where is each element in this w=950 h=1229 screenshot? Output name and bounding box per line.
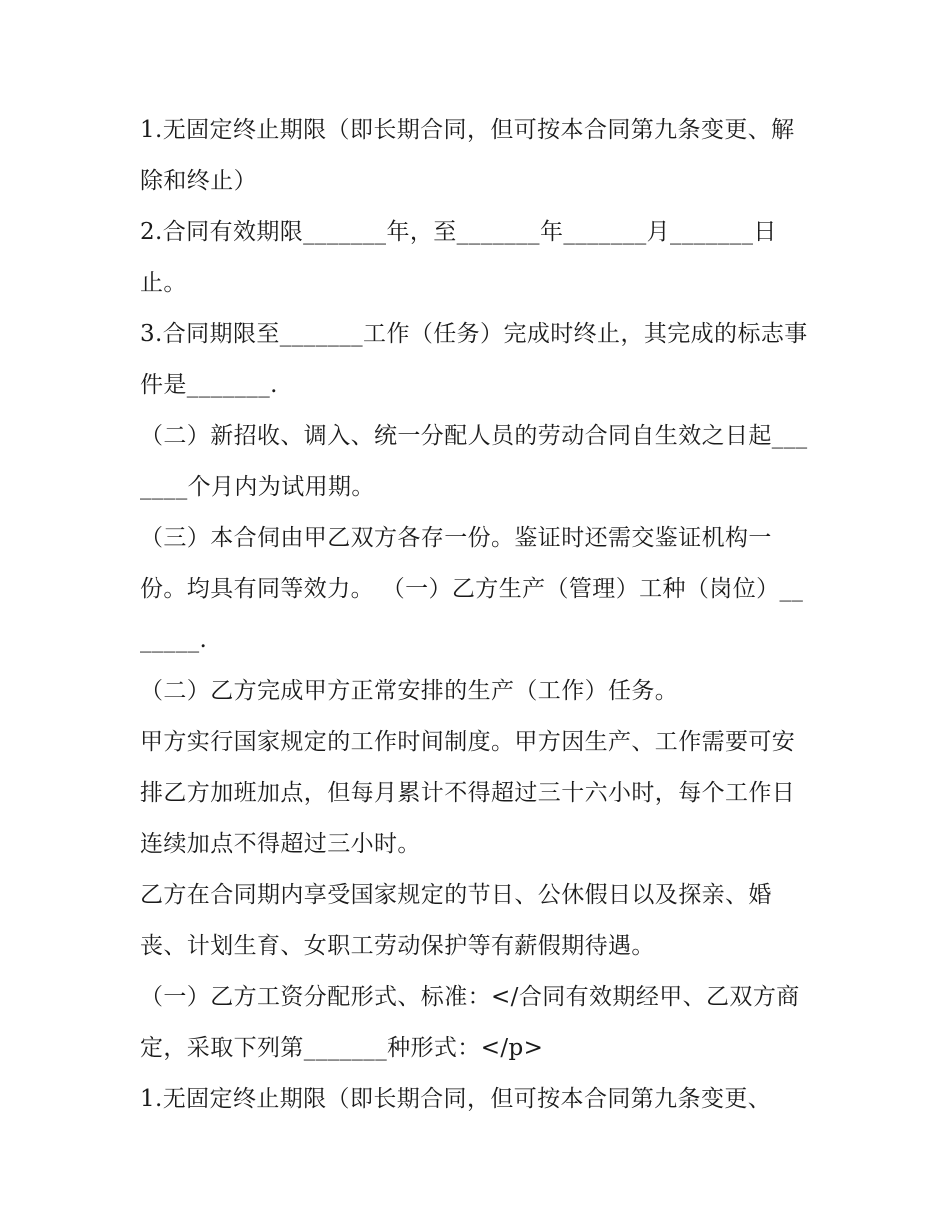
paragraph-term-indefinite: 1.无固定终止期限（即长期合同，但可按本合同第九条变更、解除和终止） [140, 117, 795, 194]
paragraph-working-hours: 甲方实行国家规定的工作时间制度。甲方因生产、工作需要可安排乙方加班加点，但每月累计不得超过三十六小时，每个工作日连续加点不得超过三小时。 [140, 729, 796, 857]
paragraph-term-task: 3.合同期限至_______工作（任务）完成时终止，其完成的标志事件是_______. [140, 321, 808, 398]
paragraph-term-fixed: 2.合同有效期限_______年，至_______年_______月_______日止。 [140, 219, 777, 296]
paragraph-holidays: 乙方在合同期内享受国家规定的节日、公休假日以及探亲、婚丧、计划生育、女职工劳动保护等有薪假期待遇。 [140, 882, 772, 959]
paragraph-tasks: （二）乙方完成甲方正常安排的生产（工作）任务。 [140, 678, 679, 704]
paragraph-probation: （二）新招收、调入、统一分配人员的劳动合同自生效之日起_______个月内为试用期。 [140, 423, 808, 500]
paragraph-term-indefinite-repeat: 1.无固定终止期限（即长期合同，但可按本合同第九条变更、 [140, 1086, 772, 1112]
paragraph-copies-and-position: （三）本合伺由甲乙双方各存一份。鉴证时还需交鉴证机构一份。均具有同等效力。 （一）乙方生产（管理）工种（岗位）_______. [140, 525, 804, 653]
document-body [140, 105, 815, 1125]
paragraph-wages: （一）乙方工资分配形式、标准：</合同有效期经甲、乙双方商定，采取下列第_______种形式：</p> [140, 984, 800, 1061]
